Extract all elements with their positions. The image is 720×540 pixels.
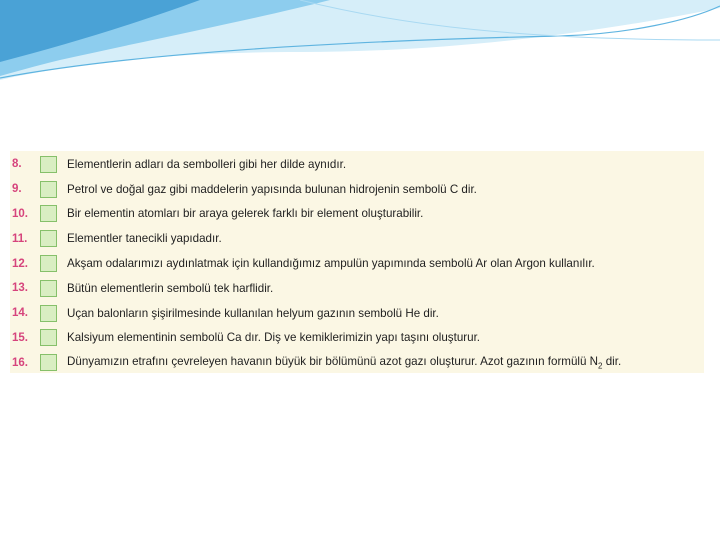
answer-box[interactable] [40, 329, 57, 346]
statement-text: Bir elementin atomları bir araya gelerek farklı bir element oluşturabilir. [67, 207, 424, 221]
statement-text: Petrol ve doğal gaz gibi maddelerin yapısında bulunan hidrojenin sembolü C dir. [67, 182, 477, 196]
statement-text: Uçan balonların şişirilmesinde kullanılan helyum gazının sembolü He dir. [67, 306, 439, 320]
subscript-2: 2 [598, 361, 603, 371]
answer-box[interactable] [40, 230, 57, 247]
quiz-item [10, 326, 704, 351]
statement-suffix: dir. [602, 355, 622, 369]
item-number: 11. [12, 232, 28, 245]
item-number: 16. [12, 356, 28, 369]
answer-box[interactable] [40, 305, 57, 322]
statement-text: Akşam odalarımızı aydınlatmak için kullandığımız ampulün yapımında sembolü Ar olan Argon kullanılır. [67, 257, 595, 271]
item-number: 13. [12, 282, 28, 295]
quiz-item [10, 251, 704, 276]
item-number: 8. [12, 158, 22, 171]
true-false-quiz-panel [10, 151, 704, 373]
item-number: 12. [12, 257, 28, 270]
statement-text: Kalsiyum elementinin sembolü Ca dır. Diş ve kemiklerimizin yapı taşını oluşturur. [67, 331, 481, 345]
item-number: 14. [12, 307, 28, 320]
statement-text [67, 355, 621, 370]
header-swoosh-decoration [0, 0, 720, 90]
answer-box[interactable] [40, 181, 57, 198]
statement-main: Dünyamızın etrafını çevreleyen havanın büyük bir bölümünü azot gazı oluşturur. Azot gazının formülü N [67, 355, 599, 369]
item-number: 15. [12, 331, 28, 344]
quiz-item [10, 177, 704, 202]
answer-box[interactable] [40, 280, 57, 297]
answer-box[interactable] [40, 205, 57, 222]
item-number: 10. [12, 207, 28, 220]
statement-text: Elementlerin adları da sembolleri gibi her dilde aynıdır. [67, 157, 347, 171]
answer-box[interactable] [40, 354, 57, 371]
quiz-item [10, 301, 704, 326]
quiz-item [10, 152, 704, 177]
item-number: 9. [12, 183, 22, 196]
statement-text: Bütün elementlerin sembolü tek harflidir. [67, 281, 274, 295]
answer-box[interactable] [40, 156, 57, 173]
quiz-item [10, 202, 704, 227]
quiz-item [10, 226, 704, 251]
quiz-item [10, 350, 704, 375]
statement-text: Elementler tanecikli yapıdadır. [67, 232, 222, 246]
quiz-item [10, 276, 704, 301]
answer-box[interactable] [40, 255, 57, 272]
